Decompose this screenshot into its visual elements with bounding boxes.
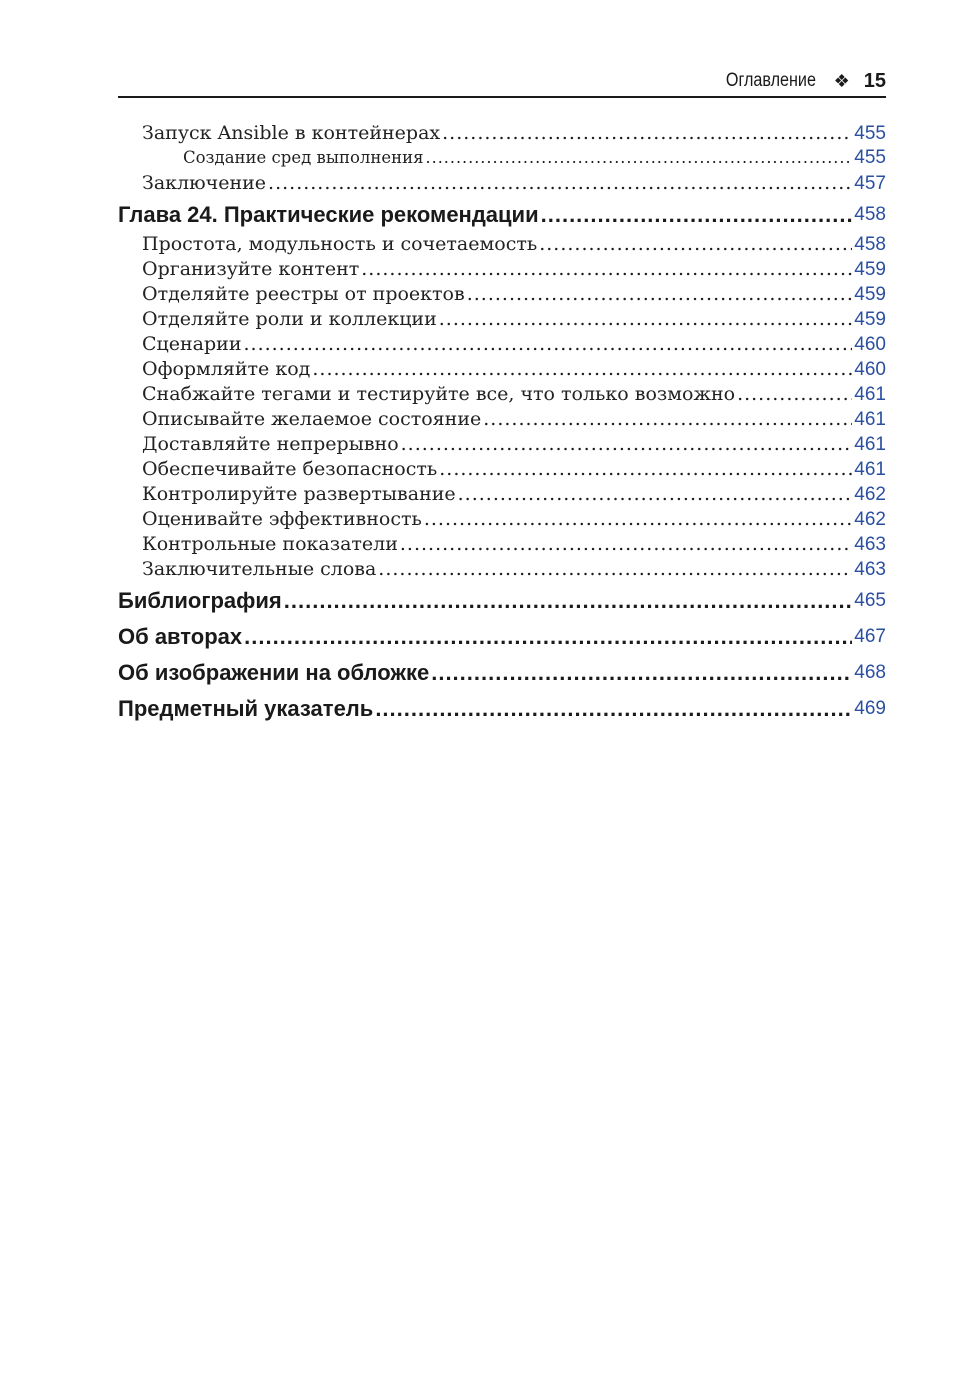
toc-entry-title: Обеспечивайте безопасность xyxy=(142,458,438,480)
toc-entry-title: Глава 24. Практические рекомендации xyxy=(118,202,539,227)
toc-entry-title: Оценивайте эффективность xyxy=(142,508,422,530)
toc-chapter-entry[interactable] xyxy=(118,691,886,727)
toc-page-link[interactable]: 459 xyxy=(854,259,886,280)
dot-leader xyxy=(401,433,853,455)
toc-page-link[interactable]: 457 xyxy=(854,173,886,194)
toc-page-link[interactable]: 462 xyxy=(854,484,886,505)
toc-section-entry[interactable] xyxy=(118,533,886,558)
toc-entry-title: Об авторах xyxy=(118,624,243,649)
dot-leader xyxy=(378,558,852,580)
dot-leader xyxy=(483,408,852,430)
toc-entry-title: Снабжайте тегами и тестируйте все, что только возможно xyxy=(142,383,736,405)
dot-leader xyxy=(400,533,852,555)
dot-leader xyxy=(431,660,852,686)
toc-section-entry[interactable] xyxy=(118,333,886,358)
toc-section-entry[interactable] xyxy=(118,408,886,433)
toc-page-link[interactable]: 461 xyxy=(854,409,886,430)
toc-subsection-entry[interactable] xyxy=(118,147,886,172)
toc-page-link[interactable]: 459 xyxy=(854,284,886,305)
toc-page-link[interactable]: 459 xyxy=(854,309,886,330)
toc-entry-title: Об изображении на обложке xyxy=(118,660,430,685)
toc-entry-title: Предметный указатель xyxy=(118,696,374,721)
toc-page-link[interactable]: 468 xyxy=(854,662,886,683)
dot-leader xyxy=(268,172,852,194)
dot-leader xyxy=(244,624,852,650)
dot-leader xyxy=(467,283,853,305)
toc-entry-title: Отделяйте роли и коллекции xyxy=(142,308,437,330)
dot-leader xyxy=(541,202,853,228)
toc-page-link[interactable]: 455 xyxy=(854,123,886,144)
toc-page-link[interactable]: 460 xyxy=(854,334,886,355)
book-page xyxy=(118,66,886,727)
toc-section-entry[interactable] xyxy=(118,308,886,333)
toc-entry-title: Описывайте желаемое состояние xyxy=(142,408,482,430)
toc-section-entry[interactable] xyxy=(118,508,886,533)
toc-page-link[interactable]: 462 xyxy=(854,509,886,530)
toc-chapter-entry[interactable] xyxy=(118,197,886,233)
dot-leader xyxy=(737,383,852,405)
dot-leader xyxy=(442,122,852,144)
toc-page-link[interactable]: 461 xyxy=(854,434,886,455)
toc-entry-title: Отделяйте реестры от проектов xyxy=(142,283,465,305)
toc-section-entry[interactable] xyxy=(118,258,886,283)
toc-page-link[interactable]: 458 xyxy=(854,234,886,255)
toc-entry-title: Библиография xyxy=(118,588,282,613)
dot-leader xyxy=(439,458,852,480)
toc-chapter-entry[interactable] xyxy=(118,655,886,691)
toc-page-link[interactable]: 461 xyxy=(854,459,886,480)
toc-page-link[interactable]: 463 xyxy=(854,534,886,555)
toc-page-link[interactable]: 463 xyxy=(854,559,886,580)
dot-leader xyxy=(424,508,852,530)
toc-section-entry[interactable] xyxy=(118,233,886,258)
dot-leader xyxy=(539,233,852,255)
toc-chapter-entry[interactable] xyxy=(118,619,886,655)
toc-entry-title: Оформляйте код xyxy=(142,358,311,380)
toc-page-link[interactable]: 461 xyxy=(854,384,886,405)
toc-entry-title: Контрольные показатели xyxy=(142,533,398,555)
toc-page-link[interactable]: 469 xyxy=(854,698,886,719)
running-header xyxy=(118,66,886,98)
toc-entry-title: Контролируйте развертывание xyxy=(142,483,456,505)
toc-entry-title: Запуск Ansible в контейнерах xyxy=(142,122,441,144)
toc-entry-title: Простота, модульность и сочетаемость xyxy=(142,233,538,255)
toc-chapter-entry[interactable] xyxy=(118,583,886,619)
toc-entry-title: Заключение xyxy=(142,172,267,194)
toc-page-link[interactable]: 455 xyxy=(854,147,886,168)
toc-entry-title: Доставляйте непрерывно xyxy=(142,433,399,455)
page-number: 15 xyxy=(863,69,886,92)
dot-leader xyxy=(426,148,853,167)
table-of-contents xyxy=(118,122,886,727)
dot-leader xyxy=(284,588,853,614)
dot-leader xyxy=(439,308,853,330)
toc-page-link[interactable]: 465 xyxy=(854,590,886,611)
toc-entry-title: Организуйте контент xyxy=(142,258,360,280)
dot-leader xyxy=(312,358,852,380)
section-title: Оглавление xyxy=(725,70,816,91)
dot-leader xyxy=(243,333,852,355)
four-diamond-ornament-icon: ❖ xyxy=(833,70,850,91)
toc-entry-title: Заключительные слова xyxy=(142,558,377,580)
toc-page-link[interactable]: 467 xyxy=(854,626,886,647)
dot-leader xyxy=(458,483,853,505)
toc-section-entry[interactable] xyxy=(118,172,886,197)
dot-leader xyxy=(375,696,852,722)
toc-section-entry[interactable] xyxy=(118,122,886,147)
toc-section-entry[interactable] xyxy=(118,283,886,308)
toc-section-entry[interactable] xyxy=(118,458,886,483)
dot-leader xyxy=(361,258,852,280)
toc-section-entry[interactable] xyxy=(118,483,886,508)
toc-entry-title: Сценарии xyxy=(142,333,242,355)
toc-page-link[interactable]: 460 xyxy=(854,359,886,380)
toc-page-link[interactable]: 458 xyxy=(854,204,886,225)
toc-section-entry[interactable] xyxy=(118,358,886,383)
toc-entry-title: Создание сред выполнения xyxy=(183,148,424,167)
toc-section-entry[interactable] xyxy=(118,383,886,408)
toc-section-entry[interactable] xyxy=(118,433,886,458)
toc-section-entry[interactable] xyxy=(118,558,886,583)
